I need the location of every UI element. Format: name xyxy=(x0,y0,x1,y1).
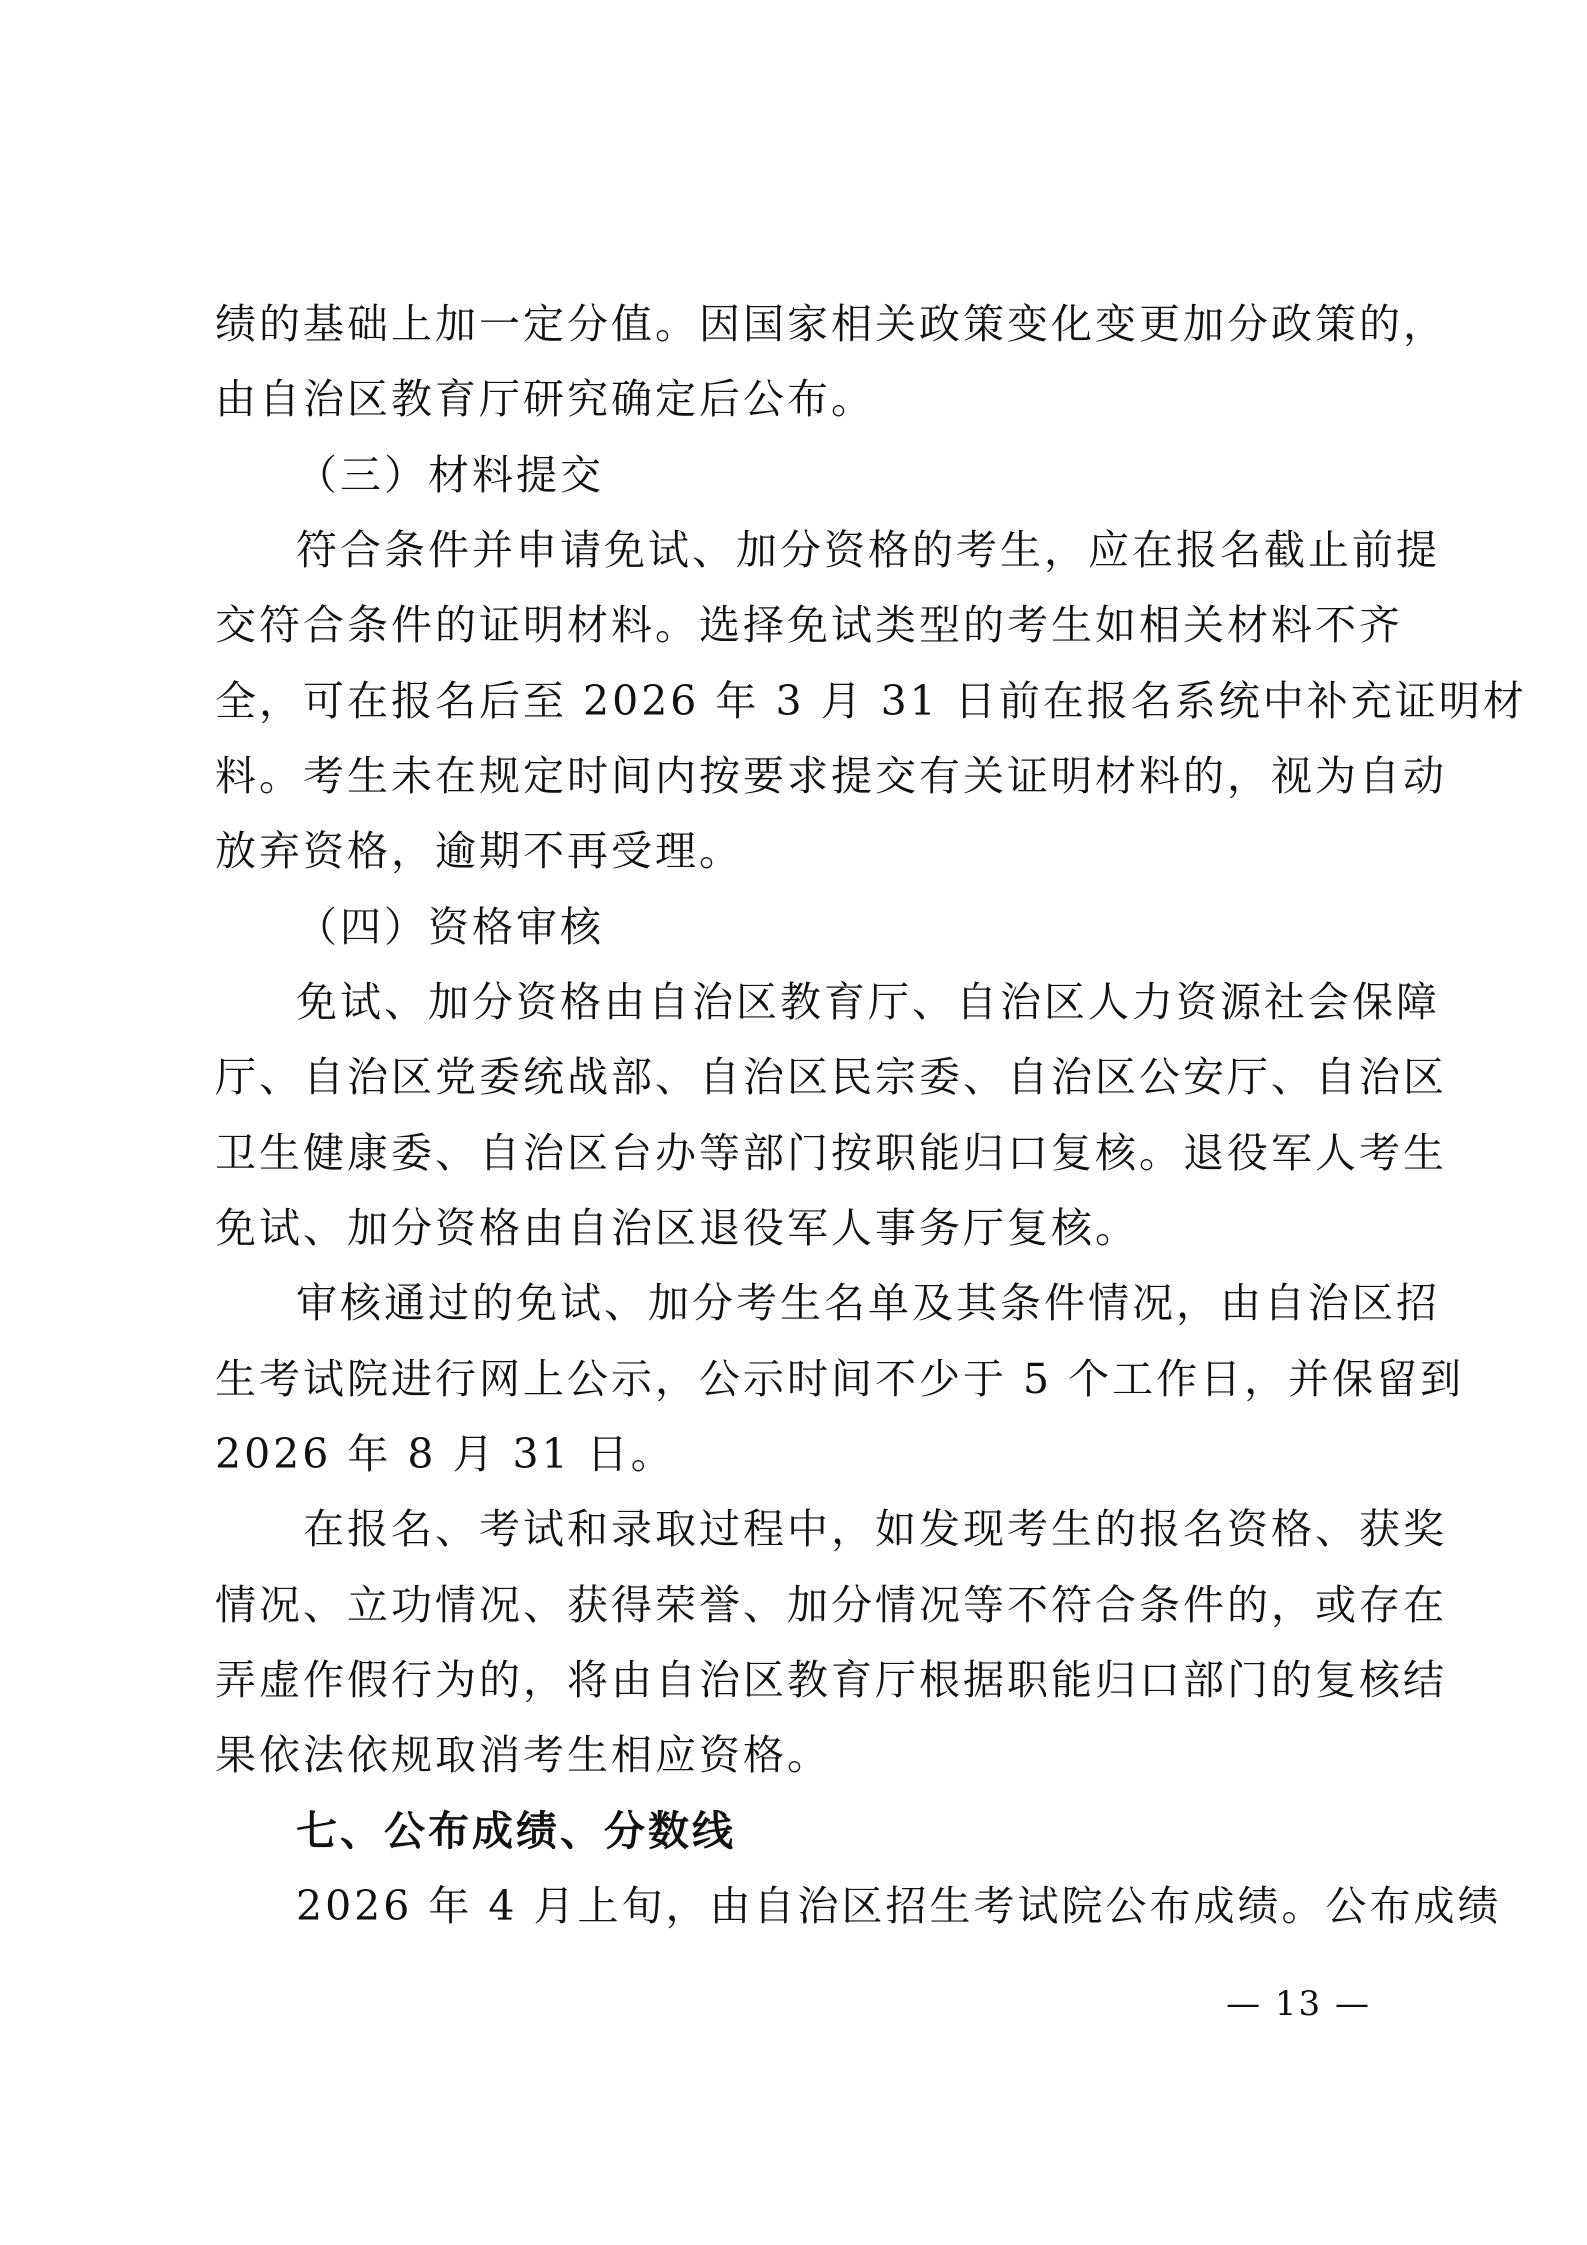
body-text-line: 免试、加分资格由自治区退役军人事务厅复核。 xyxy=(215,1204,1139,1252)
body-text-line: 卫生健康委、自治区台办等部门按职能归口复核。退役军人考生 xyxy=(215,1129,1447,1177)
body-text-line: 在报名、考试和录取过程中，如发现考生的报名资格、获奖 xyxy=(303,1505,1447,1553)
body-text-line: 生考试院进行网上公示，公示时间不少于 5 个工作日，并保留到 xyxy=(215,1355,1465,1403)
body-text-line: 放弃资格，逾期不再受理。 xyxy=(215,827,743,875)
body-text-line: 符合条件并申请免试、加分资格的考生，应在报名截止前提 xyxy=(296,526,1440,574)
body-text-line: 绩的基础上加一定分值。因国家相关政策变化变更加分政策的， xyxy=(215,300,1447,348)
section-heading-score-release: 七、公布成绩、分数线 xyxy=(296,1807,736,1855)
body-text-line: 全，可在报名后至 2026 年 3 月 31 日前在报名系统中补充证明材 xyxy=(215,677,1527,725)
section-heading-qualification-review: （四）资格审核 xyxy=(296,903,604,951)
body-text-line: 弄虚作假行为的，将由自治区教育厅根据职能归口部门的复核结 xyxy=(215,1656,1447,1704)
body-text-line: 由自治区教育厅研究确定后公布。 xyxy=(215,375,875,423)
body-text-line: 交符合条件的证明材料。选择免试类型的考生如相关材料不齐 xyxy=(215,601,1403,649)
body-text-line: 果依法依规取消考生相应资格。 xyxy=(215,1731,831,1779)
body-text-line: 审核通过的免试、加分考生名单及其条件情况，由自治区招 xyxy=(296,1279,1440,1327)
body-text-line: 厅、自治区党委统战部、自治区民宗委、自治区公安厅、自治区 xyxy=(215,1053,1447,1101)
body-text-line: 料。考生未在规定时间内按要求提交有关证明材料的，视为自动 xyxy=(215,752,1447,800)
page-number: — 13 — xyxy=(1226,1984,1371,2024)
body-text-line: 情况、立功情况、获得荣誉、加分情况等不符合条件的，或存在 xyxy=(215,1581,1447,1629)
body-text-line: 2026 年 8 月 31 日。 xyxy=(215,1430,675,1478)
section-heading-materials: （三）材料提交 xyxy=(296,451,604,499)
body-text-line: 2026 年 4 月上旬，由自治区招生考试院公布成绩。公布成绩 xyxy=(296,1882,1502,1930)
body-text-line: 免试、加分资格由自治区教育厅、自治区人力资源社会保障 xyxy=(296,978,1440,1026)
